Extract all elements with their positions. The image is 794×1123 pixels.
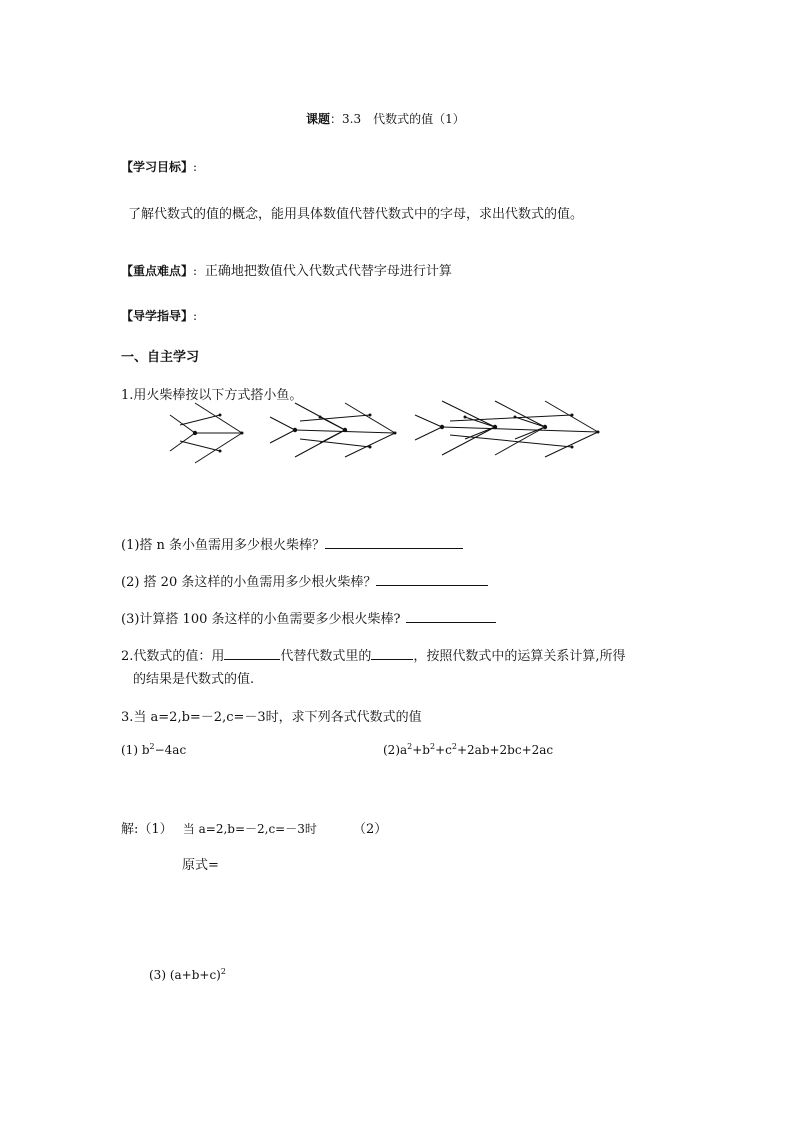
solution-condition: 当 a=2,b=－2,c=－3时 bbox=[182, 822, 317, 836]
q2-blank-1[interactable] bbox=[224, 647, 280, 660]
q3-e1-post: −4ac bbox=[154, 743, 187, 757]
guide-heading: 【导学指导】 bbox=[121, 309, 194, 323]
q1-sub1-answer-blank[interactable] bbox=[325, 536, 463, 549]
q3-expr-1 bbox=[121, 743, 186, 757]
fish-figure-1 bbox=[170, 403, 244, 463]
q1-sub2-row bbox=[121, 571, 488, 590]
q3-e2-sup-b: 2 bbox=[430, 742, 436, 751]
q3-expr-2 bbox=[383, 743, 553, 757]
q2-line2: 的结果是代数式的值. bbox=[133, 672, 255, 687]
q3-intro: 3.当 a=2,b=－2,c=－3时，求下列各式代数式的值 bbox=[121, 710, 422, 725]
q3-e2-a: (2)a bbox=[383, 743, 408, 757]
q3-e2-d: +2ab+2bc+2ac bbox=[456, 743, 554, 757]
key-text: 正确地把数值代入代数式代替字母进行计算 bbox=[204, 264, 452, 279]
q1-intro: 1.用火柴棒按以下方式搭小鱼。 bbox=[121, 388, 303, 403]
matchstick-fish-figure bbox=[160, 395, 610, 470]
q1-sub2-text: (2) 搭 20 条这样的小鱼需用多少根火柴棒？ bbox=[121, 575, 377, 590]
title-label: 课题 bbox=[306, 112, 331, 126]
q3-e2-c: +c bbox=[435, 743, 452, 757]
q3-e1-sup: 2 bbox=[149, 742, 155, 751]
solution-row bbox=[121, 818, 387, 837]
solution-label: 解:（1） bbox=[121, 822, 173, 837]
q1-sub3-answer-blank[interactable] bbox=[406, 610, 496, 623]
solution-label-2: （2） bbox=[353, 822, 388, 837]
q3-e3-pre: (3) (a+b+c) bbox=[149, 968, 221, 982]
q2-blank-2[interactable] bbox=[371, 647, 413, 660]
fish-figure-3 bbox=[415, 401, 600, 457]
q3-e2-b: +b bbox=[412, 743, 430, 757]
q3-e3-sup: 2 bbox=[220, 967, 226, 976]
q3-expr-3 bbox=[149, 968, 226, 982]
fish-figure-2 bbox=[270, 403, 397, 457]
solution-line: 原式= bbox=[182, 858, 219, 873]
q3-e2-sup-c: 2 bbox=[451, 742, 457, 751]
q1-sub1-text: (1)搭 n 条小鱼需用多少根火柴棒？ bbox=[121, 538, 326, 553]
q1-sub3-text: (3)计算搭 100 条这样的小鱼需要多少根火柴棒? bbox=[121, 612, 401, 627]
goal-colon: : bbox=[193, 160, 198, 174]
q2-part-b: 代替代数式里的 bbox=[280, 649, 372, 664]
guide-colon: : bbox=[193, 309, 198, 323]
goal-heading: 【学习目标】 bbox=[121, 160, 194, 174]
q1-sub1-row bbox=[121, 534, 463, 553]
page-title bbox=[306, 110, 465, 127]
title-text: 3.3 代数式的值（1） bbox=[342, 112, 465, 126]
q2-part-c: ，按照代数式中的运算关系计算,所得 bbox=[413, 649, 626, 664]
title-sep: ： bbox=[330, 112, 343, 126]
q1-sub2-answer-blank[interactable] bbox=[376, 573, 488, 586]
guide-heading-row bbox=[121, 307, 197, 324]
q2-part-a: 2.代数式的值：用 bbox=[121, 649, 225, 664]
goal-text: 了解代数式的值的概念，能用具体数值代替代数式中的字母，求出代数式的值。 bbox=[128, 207, 584, 222]
key-row bbox=[121, 260, 452, 279]
section1-heading: 一、自主学习 bbox=[121, 350, 200, 365]
key-heading: 【重点难点】 bbox=[121, 264, 194, 278]
q3-e2-sup-a: 2 bbox=[407, 742, 413, 751]
q3-e1-pre: (1) b bbox=[121, 743, 150, 757]
key-colon: : bbox=[193, 264, 198, 278]
q1-sub3-row bbox=[121, 608, 496, 627]
goal-heading-row bbox=[121, 158, 197, 175]
q2-row bbox=[121, 645, 626, 664]
